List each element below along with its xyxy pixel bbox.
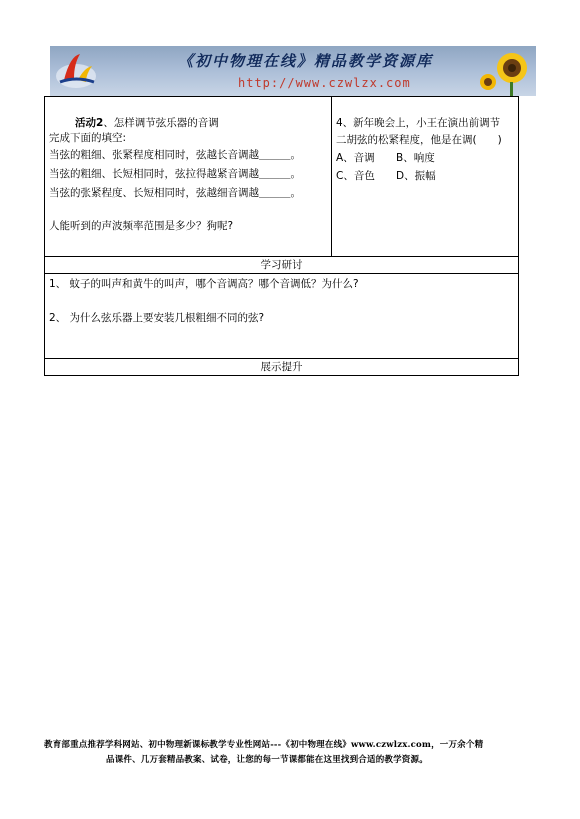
banner-title: 《初中物理在线》精品教学资源库 (178, 52, 434, 70)
activity-title (75, 117, 219, 130)
activity-number: 活动2 (75, 117, 104, 129)
site-logo (54, 50, 98, 92)
fill-blank-line-1: 当弦的粗细、张紧程度相同时，弦越长音调越＿＿＿。 (49, 149, 301, 161)
question-4-line-1: 4、新年晚会上，小王在演出前调节 (336, 117, 501, 129)
fill-blank-line-3: 当弦的张紧程度、长短相同时，弦越细音调越＿＿＿。 (49, 187, 301, 199)
study-question-2: 2、 为什么弦乐器上要安装几根粗细不同的弦? (49, 312, 265, 324)
option-d: D、振幅 (396, 170, 436, 182)
option-c: C、音色 (336, 170, 375, 182)
study-header: 学习研讨 (45, 257, 519, 274)
footer-line-1: 教育部重点推荐学科网站、初中物理新课标教学专业性网站---《初中物理在线》www.czwlzx.com，一万余个精 (44, 740, 484, 750)
worksheet-table (44, 96, 519, 376)
activity-instruction: 完成下面的填空: (49, 132, 127, 144)
activity-cell (45, 97, 332, 257)
option-b: B、响度 (396, 152, 435, 164)
header-banner (50, 46, 536, 96)
footer-note (44, 738, 536, 768)
hearing-range-question: 人能听到的声波频率范围是多少？狗呢? (49, 220, 234, 232)
question-4-line-2: 二胡弦的松紧程度，他是在调( ) (336, 134, 502, 146)
study-question-1: 1、 蚊子的叫声和黄牛的叫声，哪个音调高？哪个音调低？为什么? (49, 278, 359, 290)
question-4-cell (332, 97, 519, 257)
activity-title-text: 、怎样调节弦乐器的音调 (103, 117, 219, 129)
banner-url: http://www.czwlzx.com (238, 76, 411, 90)
footer-line-2: 品课件、几万套精品教案、试卷，让您的每一节课都能在这里找到合适的教学资源。 (106, 755, 428, 765)
option-a: A、音调 (336, 152, 375, 164)
display-header: 展示提升 (45, 359, 519, 376)
study-cell (45, 274, 519, 359)
sunflower-icon (478, 48, 534, 96)
fill-blank-line-2: 当弦的粗细、长短相同时，弦拉得越紧音调越＿＿＿。 (49, 168, 301, 180)
